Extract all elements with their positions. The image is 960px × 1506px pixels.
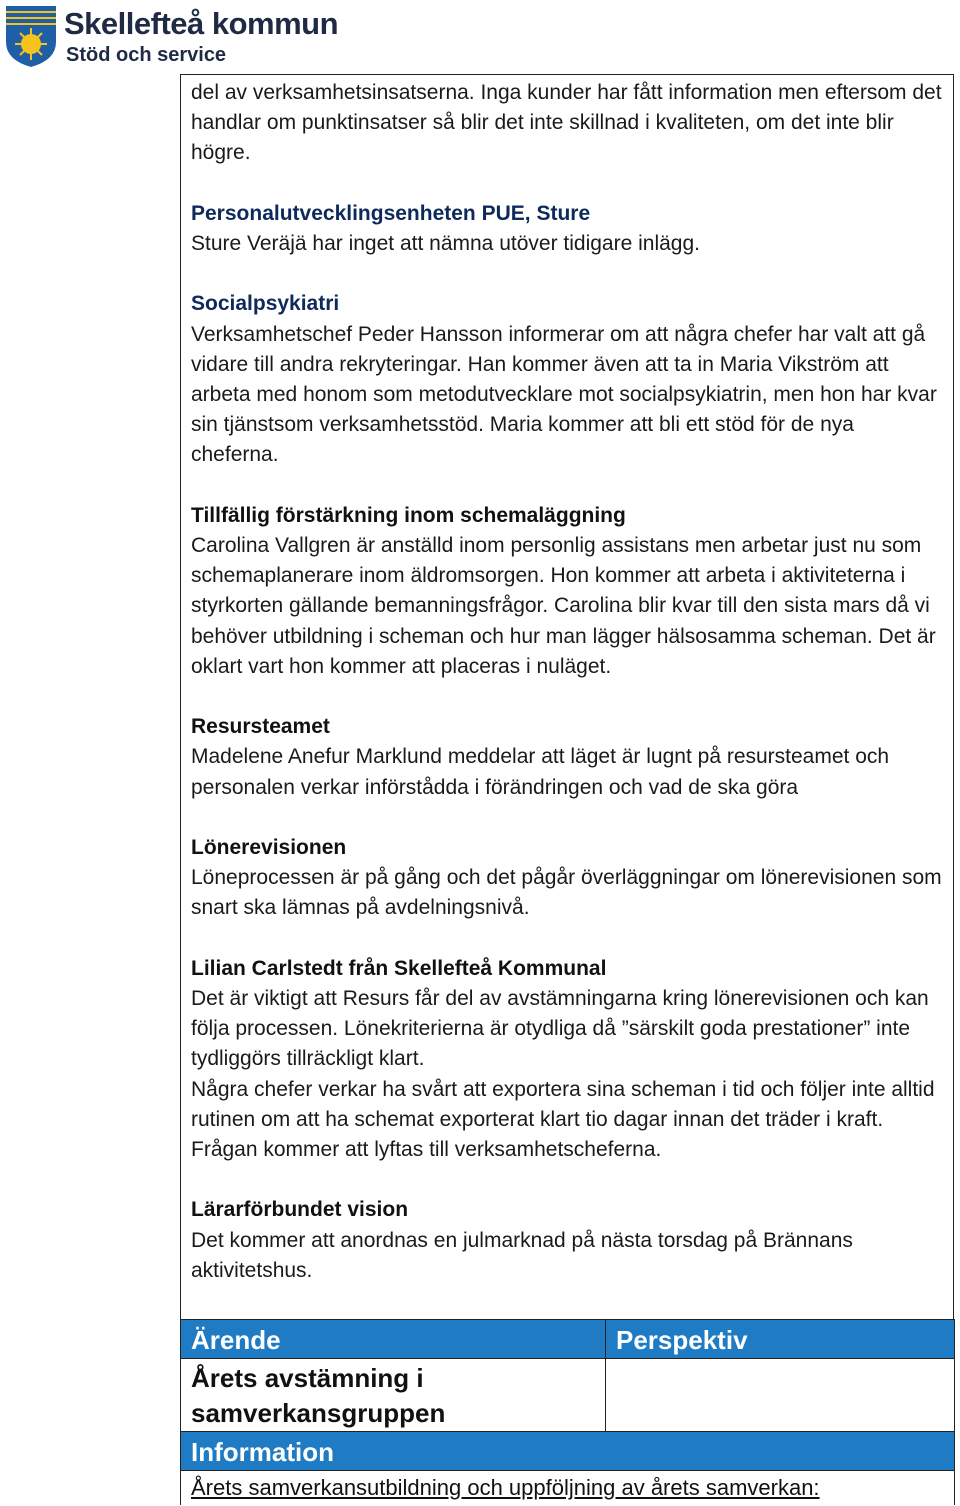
section-body-continued: Några chefer verkar ha svårt att exportera sina scheman i tid och följer inte alltid rutinen om att ha schemat exporterat klart tio dagar innan det träder i kraft. Frågan kommer att lyftas till verksamhetscheferna.: [191, 1077, 935, 1162]
section-kommunal: [191, 954, 946, 1165]
table-header-arende: Ärende: [180, 1319, 605, 1359]
organization-subtitle: Stöd och service: [66, 44, 227, 66]
table-header-information: Information: [180, 1431, 955, 1471]
section-heading: Tillfällig förstärkning inom schemaläggning: [191, 503, 626, 527]
intro-paragraph: del av verksamhetsinsatserna. Inga kunder har fått information men eftersom det handlar om punktinsatser så blir det inte skillnad i kvaliteten, om det inte blir högre.: [191, 81, 942, 165]
section-body: Sture Veräjä har inget att nämna utöver tidigare inlägg.: [191, 232, 700, 255]
section-heading: Socialpsykiatri: [191, 292, 340, 316]
section-body: Löneprocessen är på gång och det pågår överläggningar om lönerevisionen som snart ska lämnas på avdelningsnivå.: [191, 866, 942, 920]
table-header-perspektiv: Perspektiv: [605, 1319, 955, 1359]
section-body: Det kommer att anordnas en julmarknad på nästa torsdag på Brännans aktivitetshus.: [191, 1228, 853, 1282]
coat-of-arms-icon: [4, 4, 58, 68]
section-heading: Lilian Carlstedt från Skellefteå Kommunal: [191, 956, 607, 980]
agenda-table: [180, 1319, 955, 1505]
organization-name: Skellefteå kommun: [64, 6, 339, 41]
section-resursteamet: [191, 712, 946, 803]
section-heading: Lönerevisionen: [191, 836, 347, 859]
table-cell-perspektiv: [605, 1359, 955, 1431]
section-lararforbundet: [191, 1195, 946, 1286]
table-cell-arende: Årets avstämning i samverkansgruppen: [180, 1359, 605, 1431]
section-socialpsykiatri: [191, 289, 946, 470]
section-lonerevisionen: [191, 833, 946, 924]
document-content: [191, 78, 946, 1286]
table-row-information: Årets samverkansutbildning och uppföljning av årets samverkan:: [180, 1471, 955, 1505]
section-schemalaggning: [191, 501, 946, 682]
section-heading: Lärarförbundet vision: [191, 1198, 409, 1222]
section-body: Madelene Anefur Marklund meddelar att läget är lugnt på resursteamet och personalen verkar införstådda i förändringen och vad de ska göra: [191, 745, 890, 799]
section-heading: Personalutvecklingsenheten PUE, Sture: [191, 201, 591, 225]
section-body: Carolina Vallgren är anställd inom personlig assistans men arbetar just nu som schemaplanerare inom äldromsorgen. Hon kommer att arbeta i aktiviteterna i styrkorten gällande bemanningsfrågor. Carolina blir kvar till den sista mars då vi behöver utbildning i scheman och hur man lägger hälsosamma scheman. Det är oklart vart hon kommer att placeras i nuläget.: [191, 534, 936, 678]
section-heading: Resursteamet: [191, 715, 330, 739]
section-body: Det är viktigt att Resurs får del av avstämningarna kring lönerevisionen och kan följa processen. Lönekriterierna är otydliga då ”särskilt goda prestationer” inte tydliggörs tillräckligt klart.: [191, 987, 929, 1071]
section-body: Verksamhetschef Peder Hansson informerar om att några chefer har valt att gå vidare till andra rekryteringar. Han kommer även att ta in Maria Vikström att arbeta med honom som metodutvecklare mot socialpsykiatrin, men hon har kvar sin tjänstsom verksamhetsstöd. Maria kommer att bli ett stöd för de nya cheferna.: [191, 322, 937, 467]
section-pue: [191, 199, 946, 259]
organization-logo: [4, 4, 364, 70]
